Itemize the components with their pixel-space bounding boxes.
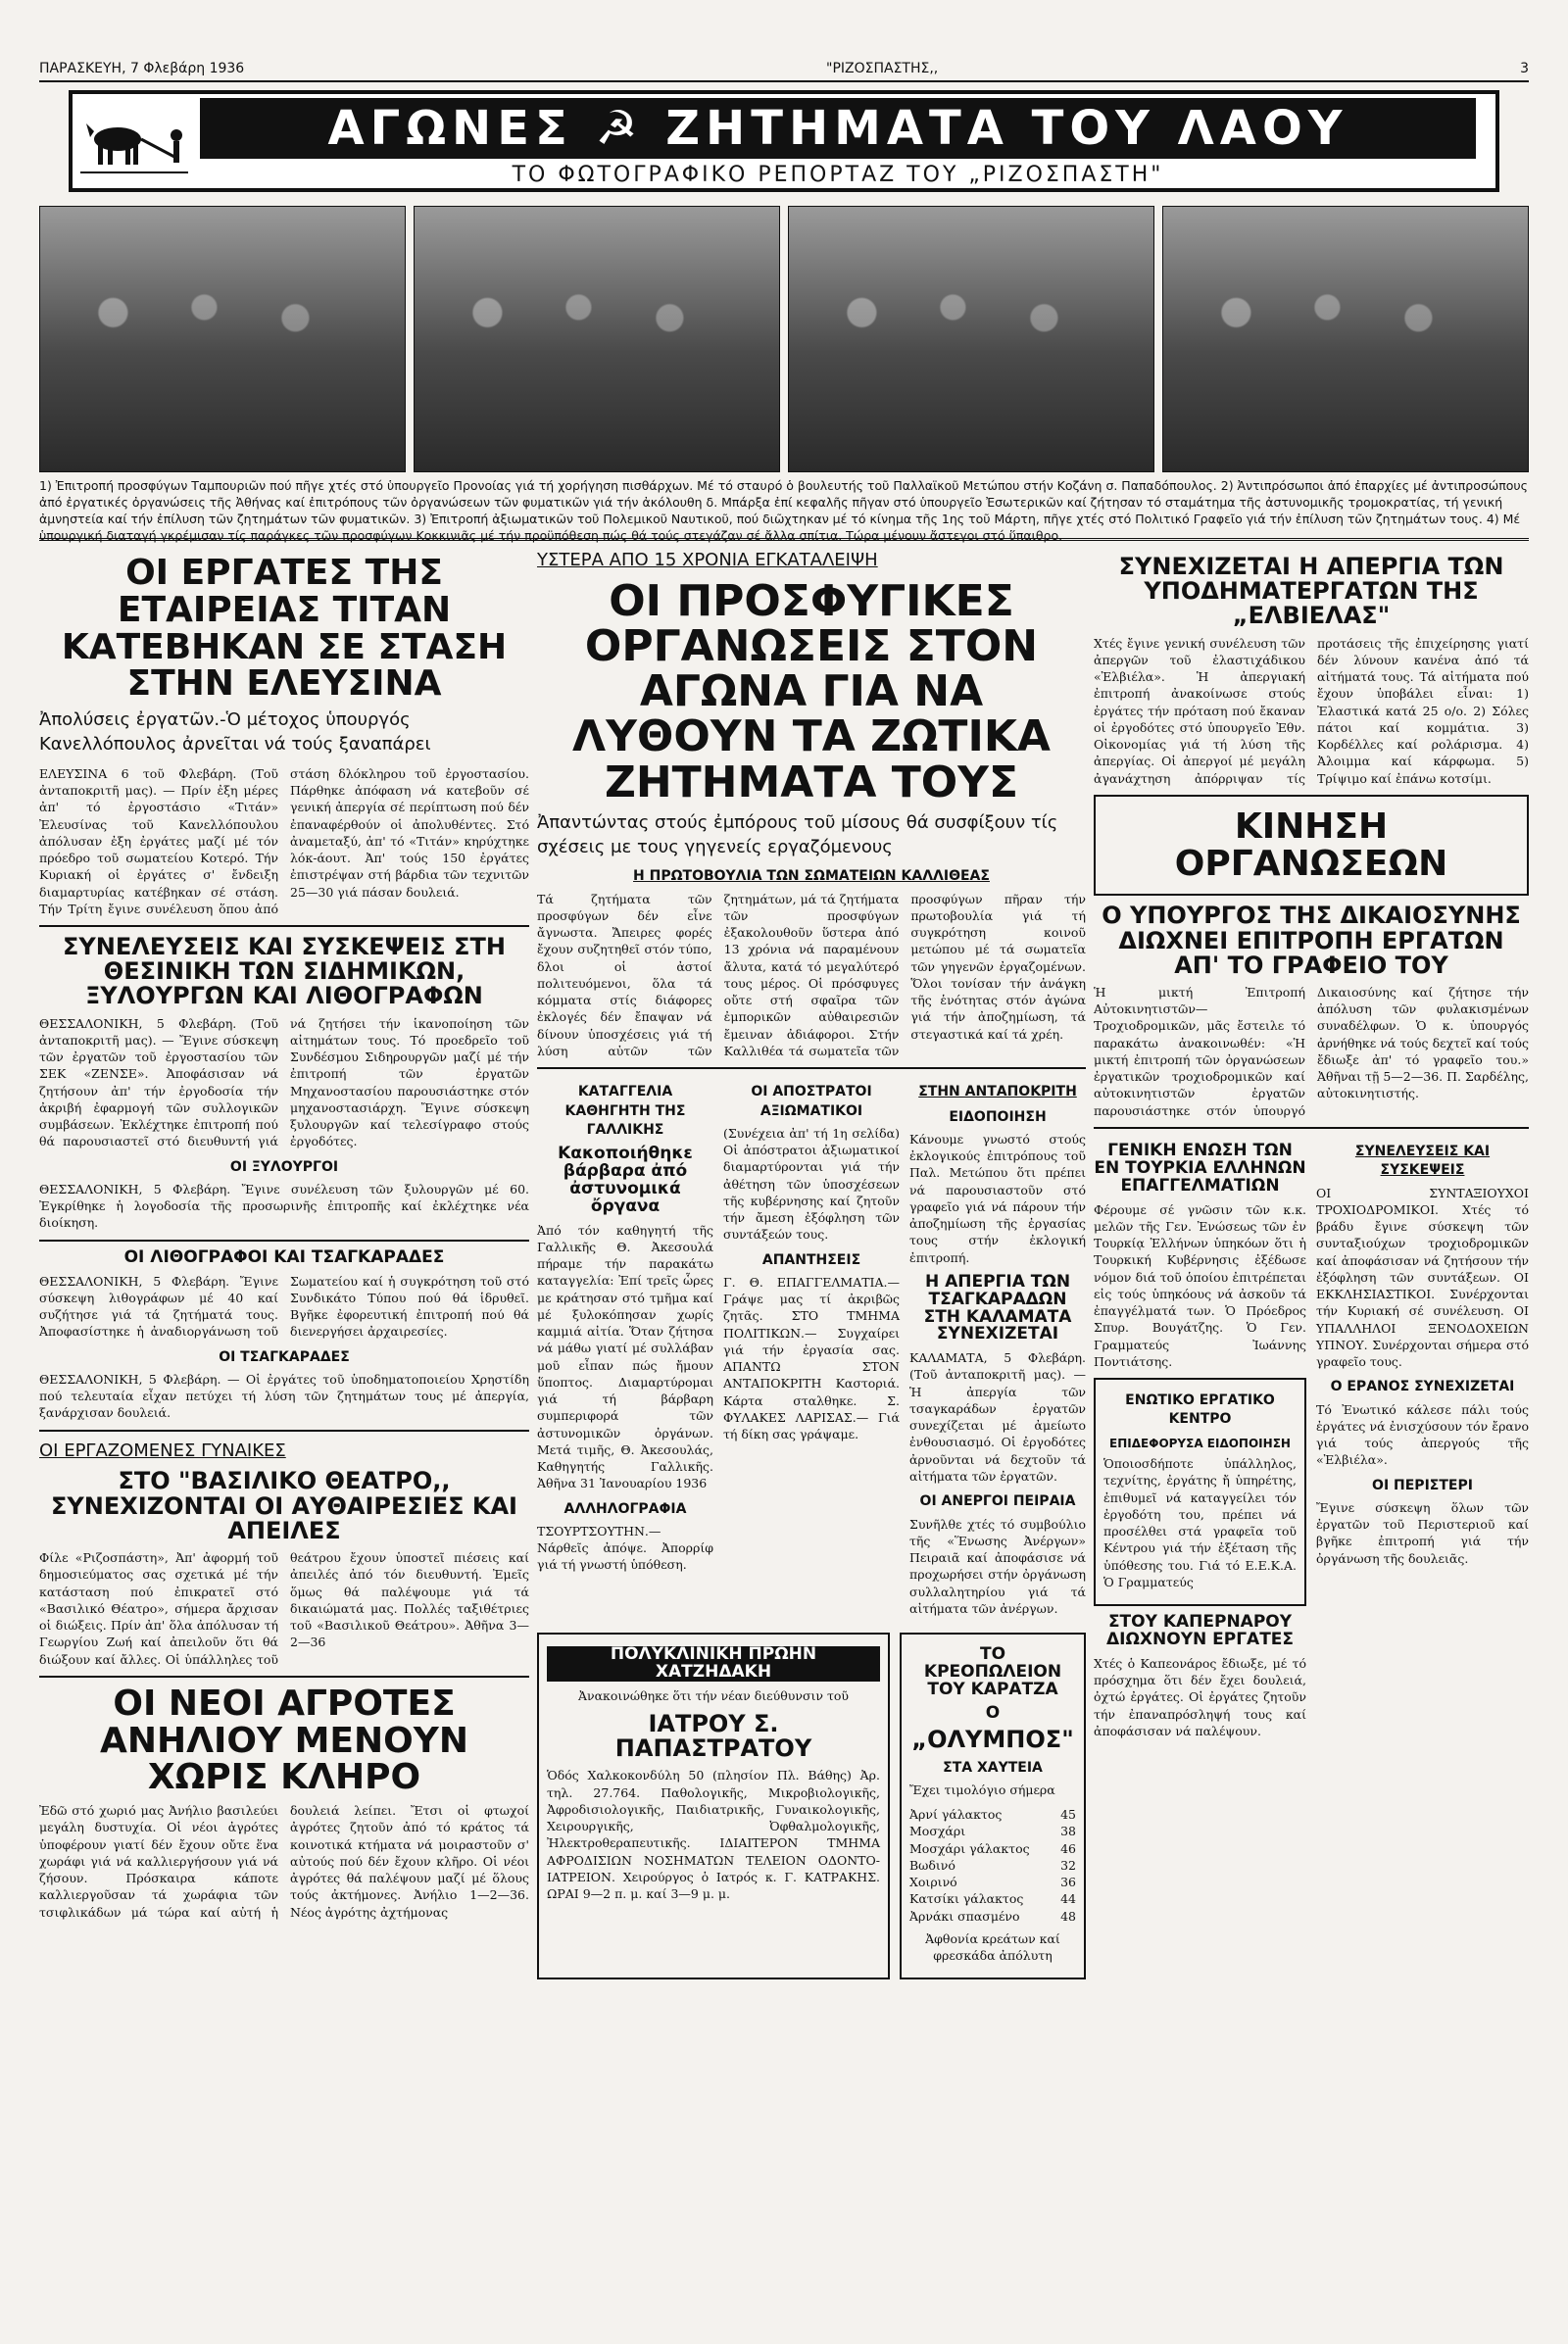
divider [39,1240,529,1242]
titan-body: ΕΛΕΥΣΙΝΑ 6 τοῦ Φλεβάρη. (Τοῦ ἀνταποκριτῆ μας). — Πρίν ἐξη μέρες ἀπ' τό ἐργοστάσιο «Τιτάν» Ἐλευσίνας τοῦ Κανελλόπουλου ἀπόλυσαν ἐξη ἐργάτες μαζί μέ τόν πρόεδρο τοῦ σωματείου Κοτερό. Τήν Κυριακή οἱ ἐργάτες σ' ἔνδειξη διαμαρτυρίας κατέβηκαν σέ στάση. Τήν Τρίτη ἔγινε συνέλευση ὅπου ἀπό στάση δλόκληρου τοῦ ἐργοστασίου. Πάρθηκε ἀπόφαση νά κατεβοῦν σέ γενική ἀπεργία σέ περίπτωση πού δέν ἐπαναφέρθούν οἱ ἀπολυθέντες. Στό ἀναμεταξύ, ἀπ' τό «Τιτάν» κηρύχτηκε λόκ-άουτ. Ἀπ' τούς 150 ἐργάτες ἐπιστρέψαν στή βάρδια τῶν τεχνιτῶν 25—30 γιά πάσαν δουλειά. [39,765,529,916]
lithografoi-headline: ΟΙ ΛΙΘΟΓΡΑΦΟΙ ΚΑΙ ΤΣΑΓΚΑΡΑΔΕΣ [123,1246,445,1267]
xylourgoi-headline: ΟΙ ΞΥΛΟΥΡΓΟΙ [229,1158,339,1175]
dikaiosynis-body: Ἡ μικτή Ἐπιτροπή Αὐτοκινητιστῶν—Τροχιοδρομικῶν, μᾶς ἔστειλε τό παρακάτω ἀνακοινωθέν: «Ἡ μικτή ἐπιτροπή τῶν ὀργανώσεων ἐργατικῶν τροχιοδρομικῶν καί αὐτοκινητιστῶν ἐργατῶν παρουσιάστηκε στόν ὑπουργό Δικαιοσύνης καί ζήτησε τήν ἀπόλυση τῶν φυλακισμένων συναδέλφων. Ὁ κ. ὑπουργός ἀρνήθηκε νά τούς δεχτεῖ καί τούς ἔδιωξε ἀπ' τό γραφεῖο του.» Ἀθῆναι τῇ 5—2—36. Π. Σαρδέλης, αὐτοκινητιστής. [1094,984,1529,1118]
column-left [39,549,529,1929]
kapernaro-headline: ΣΤΟΥ ΚΑΠΕΡΝΑΡΟΥ ΔΙΩΧΝΟΥΝ ΕΡΓΑΤΕΣ [1105,1612,1295,1650]
photo-1 [39,206,406,472]
salonika-body: ΘΕΣΣΑΛΟΝΙΚΗ, 5 Φλεβάρη. (Τοῦ ἀνταποκριτῆ μας). — Ἔγινε σύσκεψη τῶν ἐργατῶν τοῦ ἐργοστασίου τῶν ΣΕΚ «ΖΕΝΣΕ». Ἀποφάσισαν νά ζητήσουν ἀπ' τήν ἐργοδοσία τήν ἀκριβή ἐφαρμογή τῶν συλλογικῶν συμβάσεων. Ἐκλέχτηκε ἐπιτροπή πού θά παρουσιαστεῖ στό διευθυντή γιά νά ζητήσει τήν ἱκανοποίηση τῶν αἰτημάτων τους. Τό προεδρεῖο τοῦ Συνδέσμου Σιδηρουργῶν μαζί μέ τήν ἐπιτροπή τῶν ἐργατῶν Μηχανοστασίου παρουσιάστηκε στόν μηχανοστασιάρχη. Ἔγινε σύσκεψη ξυλουργῶν καί τελεσίγραφο στούς ἐργοδότες. [39,1015,529,1149]
divider [39,925,529,927]
middle-subcolumn [723,1077,900,1625]
divider [537,1067,1086,1069]
kreopoleion-location: ΣΤΑ ΧΑΥΤΕΙΑ [943,1759,1043,1776]
eidopoiisi-body: Κάνουμε γνωστό στούς ἐκλογικούς ἐπιτρόπους τοῦ Παλ. Μετώπου ὅτι πρέπει νά παρουσιαστοῦν στό γραφεῖο γιά νά πάρουν τήν ἀποζημίωση τῆς ἐργασίας τους στήν ἐκλογική ἐπιτροπή. [909,1131,1086,1265]
polyklinik-ad [537,1633,890,1979]
syskepseis-headline: ΣΥΝΕΛΕΥΣΕΙΣ ΚΑΙ ΣΥΣΚΕΨΕΙΣ [1354,1143,1491,1179]
peristeri-body: Ἔγινε σύσκεψη ὅλων τῶν ἐργατῶν τοῦ Περιστεριοῦ καί βγῆκε ἐπιτροπή γιά τήν ὀργάνωση τῆς δουλειᾶς. [1316,1499,1529,1566]
tsagkarades-body: ΘΕΣΣΑΛΟΝΙΚΗ, 5 Φλεβάρη. — Οἱ ἐργάτες τοῦ ὑποδηματοποιείου Χρηστίδη πού τελευταία εἶχαν πετύχει τή λύση τῶν ζητημάτων τους μέ ἀπεργία, ξανάρχισαν δουλειά. [39,1371,529,1421]
tsagkarades-kalamata-body: ΚΑΛΑΜΑΤΑ, 5 Φλεβάρη. (Τοῦ ἀνταποκριτῆ μας). — Ἡ ἀπεργία τῶν τσαγκαράδων ἐργατῶν συνεχίζεται μέ ἀμείωτο ἐνθουσιασμό. Οἱ ἐργοδότες ἀρνοῦνται νά δεχτοῦν τά αἰτήματα τῶν ἐργατῶν. [909,1350,1086,1484]
polyklinik-intro: Ἀνακοινώθηκε ὅτι τήν νέαν διεύθυνσιν τοῦ [577,1687,850,1703]
apantiseis-body: Γ. Θ. ΕΠΑΓΓΕΛΜΑΤΙΑ.— Γράψε μας τί ἀκριβῶς ζητᾶς. ΣΤΟ ΤΜΗΜΑ ΠΟΛΙΤΙΚΩΝ.— Συγχαίρει γιά τήν ἐργασία σας. ΑΠΑΝΤΩ ΣΤΟΝ ΑΝΤΑΠΟΚΡΙΤΗ Καστοριά. Κάρτα σταλθηκε. Σ. ΦΥΛΑΚΕΣ ΛΑΡΙΣΑΣ.— Γιά τή δίκη σας γράψαμε. [723,1274,900,1442]
photo-strip [39,206,1529,472]
masthead-subtitle: ΤΟ ΦΩΤΟΓΡΑΦΙΚΟ ΡΕΠΟΡΤΑΖ ΤΟΥ „ΡΙΖΟΣΠΑΣΤΗ" [512,163,1164,187]
elviela-headline: ΣΥΝΕΧΙΖΕΤΑΙ Η ΑΠΕΡΓΙΑ ΤΩΝ ΥΠΟΔΗΜΑΤΕΡΓΑΤΩΝ ΤΗΣ „ΕΛΒΙΕΛΑΣ" [1118,553,1504,630]
allilografia-body: ΤΣΟΥΡΤΣΟΥΤΗΝ.— Νάρθεῖς ἀπόψε. Ἀπορρίφ γιά τή γνωστή ὑπόθεση. [537,1523,713,1573]
eranos-body: Τό Ἐνωτικό κάλεσε πάλι τούς ἐργάτες νά ἐνισχύσουν τόν ἔρανο γιά τούς ἀπεργούς τῆς «Ἐλβιέλα». [1316,1401,1529,1468]
kreopoleion-intro: Ἔχει τιμολόγιο σήμερα [909,1782,1055,1797]
agrotes-body: Ἐδῶ στό χωριό μας Ἀνήλιο βασιλεύει μεγάλη δυστυχία. Οἱ νέοι ἀγρότες ὑποφέρουν γιατί δέν ἔχουν οὔτε ἕνα χωράφι γιά νά καλλιεργήσουν γιά νά ζήσουν. Πρόσκαιρα κάποτε καλλιεργοῦσαν τά χωράφια τῶν τσιφλικάδων μά τώρα καί αὐτή ἡ δουλειά λείπει. Ἔτσι οἱ φτωχοί ἀγρότες ζητοῦν ἀπό τό κράτος τά κοινοτικά κτήματα νά μοιραστοῦν σ' αὐτούς πού δέν ἔχουν κλῆρο. Οἱ νέοι ἀγρότες θά παλέψουν μαζί μέ ὅλους τούς ἀκτήμονες. Ἀνήλιο 1—2—36. Νέος ἀγρότης ἀχτήμονας [39,1803,529,1920]
lithografoi-body: ΘΕΣΣΑΛΟΝΙΚΗ, 5 Φλεβάρη. Ἔγινε σύσκεψη λιθογράφων μέ 40 καί συζήτησε γιά τά ζητήματά τους. Ἀποφασίστηκε ἡ ἀναδιοργάνωση τοῦ Σωματείου καί ἡ συγκρότηση τοῦ στό Συνδικάτο Τύπου πού θά ἱδρυθεῖ. Βγῆκε ἐφορευτική ἐπιτροπή πού θά διενεργήσει ἀρχαιρεσίες. [39,1273,529,1340]
divider [1094,1127,1529,1129]
allilografia-headline: ΑΛΛΗΛΟΓΡΑΦΙΑ [564,1500,687,1517]
katangelia-headline: Κακοποιήθηκε βάρβαρα ἀπό ἀστυνομικά ὄργανα [558,1144,693,1216]
photo-4 [1162,206,1529,472]
apostratoi-headline: ΟΙ ΑΠΟΣΤΡΑΤΟΙ ΑΞΙΩΜΑΤΙΚΟΙ [751,1084,872,1119]
refugees-body: Τά ζητήματα τῶν προσφύγων δέν εἶνε ἄγνωστα. Ἄπειρες φορές ἔχουν συζητηθεῖ στόν τύπο, δλοι οἱ ἀστοί πολιτευόμενοι, ὅλα τά κόμματα στίς διάφορες ἐκλογές δέν ἔπαψαν νά δίνουν ὑποσχέσεις γιά τή λύση αὐτῶν τῶν ζητημάτων, μά τά ζητήματα τῶν προσφύγων ἐξακολουθοῦν ὕστερα ἀπό 13 χρόνια νά παραμένουν ἄλυτα, κατά τό μεγαλύτερό τους μέρος. Οἱ πρόσφυγες οὔτε στή σφαῖρα τῶν ἐμπορικῶν αὐθαιρεσιῶν ἔμειναν ἀδιάφοροι. Στήν Καλλιθέα τά σωματεῖα τῶν προσφύγων πῆραν τήν πρωτοβουλία γιά τή συγκρότηση κοινοῦ μετώπου μέ τά σωματεῖα τῶν γηγενῶν ἐργαζομένων. Ὅλοι τονίσαν τήν ἀνάγκη τῆς ἑνότητας στόν ἀγώνα γιά τήν ἀποζημίωση, τά στεγαστικά καί τά χρέη. [537,891,1086,1058]
masthead-title: ΑΓΩΝΕΣ ☭ ΖΗΤΗΜΑΤΑ ΤΟΥ ΛΑΟΥ [200,98,1476,159]
kreopoleion-ad [900,1633,1086,1979]
right-subcolumn [909,1077,1086,1625]
column-center [537,549,1086,1987]
menu-item: Βωδινό 32 [909,1857,1076,1873]
menu-item: Χοιρινό 36 [909,1875,1076,1890]
page-number: 3 [1520,61,1529,76]
syskepseis-body: ΟΙ ΣΥΝΤΑΞΙΟΥΧΟΙ ΤΡΟΧΙΟΔΡΟΜΙΚΟΙ. Χτές τό βράδυ ἔγινε σύσκεψη τῶν συνταξιούχων τροχιοδρομικῶν καί ἀποφάσισαν νά ζητήσουν τήν ἐξόφληση τῶν συντάξεων. ΟΙ ΕΚΚΛΗΣΙΑΣΤΙΚΟΙ. Συνέρχονται τήν Κυριακή σέ συνέλευση. ΟΙ ΥΠΑΛΛΗΛΟΙ ΞΕΝΟΔΟΧΕΙΩΝ ΥΠΝΟΥ. Συνέρχονται σήμερα στό γραφεῖο τους. [1316,1185,1529,1370]
kentro-headline: ΕΝΩΤΙΚΟ ΕΡΓΑΤΙΚΟ ΚΕΝΤΡΟ [1125,1392,1275,1428]
refugees-deck: Ἀπαντώντας στούς ἐμπόρους τοῦ μίσους θά συσφίξουν τίς σχέσεις με τους γηγενείς εργαζόμενους [537,811,1058,857]
gynaikes-kicker: ΟΙ ΕΡΓΑΖΟΜΕΝΕΣ ΓΥΝΑΙΚΕΣ [39,1440,286,1461]
eranos-headline: Ο ΕΡΑΝΟΣ ΣΥΝΕΧΙΖΕΤΑΙ [1330,1379,1515,1395]
peristeri-headline: ΟΙ ΠΕΡΙΣΤΕΡΙ [1372,1477,1473,1493]
polyklinik-doctor: ΙΑΤΡΟΥ Σ. ΠΑΠΑΣΤΡΑΤΟΥ [614,1709,812,1763]
apantiseis-headline: ΑΠΑΝΤΗΣΕΙΣ [761,1251,861,1268]
refugees-headline: ΟΙ ΠΡΟΣΦΥΓΙΚΕΣ ΟΡΓΑΝΩΣΕΙΣ ΣΤΟΝ ΑΓΩΝΑ ΓΙΑ ΝΑ ΛΥΘΟΥΝ ΤΑ ΖΩΤΙΚΑ ΖΗΤΗΜΑΤΑ ΤΟΥΣ [572,575,1051,807]
photo-caption: 1) Ἐπιτροπή προσφύγων Ταμπουριῶν πού πῆγε χτές στό ὑπουργεῖο Προνοίας γιά τή χορήγηση πισθάρχων. Μέ τό σταυρό ὁ βουλευτής τοῦ Παλλαϊκοῦ Μετώπου στήν Κοζάνη σ. Παπαδόπουλος. 2) Ἀντιπρόσωποι ἀπό ἐπαρχίες μέ ἀντιπροσώπους ἀπό ἐργατικές ὀργανώσεις τῆς Ἀθήνας καί ἐπιτρόπους τῶν ὀργανώσεων τῶν φυματικῶν γιά τήν ἀκόλουθη δ. Μπάρξα ἐπί κεφαλῆς πῆγαν στό ὑπουργεῖο Ἐσωτερικῶν καί ζήτησαν τό σταμάτημα τῆς ἀστυνομικῆς τρομοκρατίας, τή γενική ἀμνηστεία καί τήν ἐπίλυση τῶν ζητημάτων τῶν φυματικῶν. 3) Ἐπιτροπή ἀξιωματικῶν τοῦ Πολεμικοῦ Ναυτικοῦ, πού διῶχτηκαν μέ τό κίνημα τῆς 1ης τοῦ Μάρτη, πῆγε χτές στό Πολιτικό Γραφεῖο γιά τήν ἐπίλυση τῶν ζητημάτων τους. 4) Μέ ὑπουργική διαταγή γκρέμισαν τίς παράγκες τῶν προσφύγων Κοκκινιᾶς μέ τήν προϋπόθεση πώς θά τούς στεγάζαν σέ ἄλλα σπίτια. Τώρα μένουν ἄστεγοι στό ὕπαιθρο. [39,478,1528,543]
kinisi-box [1094,795,1529,897]
tsagkarades-headline: ΟΙ ΤΣΑΓΚΑΡΑΔΕΣ [219,1348,350,1365]
kentro-body: Ὁποιοσδήποτε ὑπάλληλος, τεχνίτης, ἐργάτης ἤ ὑπηρέτης, ἐπιθυμεῖ νά καταγγείλει τόν ἐργοδότη του, πρέπει νά προσέλθει στά γραφεῖα τοῦ Κέντρου γιά τήν ἐξέταση τῆς ὑπόθεσης του. Γιά τό Ε.Ε.Κ.Α. Ὁ Γραμματεύς [1103,1456,1297,1589]
left-subcolumn [537,1077,713,1625]
dikaiosynis-headline: Ο ΥΠΟΥΡΓΟΣ ΤΗΣ ΔΙΚΑΙΟΣΥΝΗΣ ΔΙΩΧΝΕΙ ΕΠΙΤΡΟΠΗ ΕΡΓΑΤΩΝ ΑΠ' ΤΟ ΓΡΑΦΕΙΟ ΤΟΥ [1102,902,1521,979]
polyklinik-headline: ΠΟΛΥΚΛΙΝΙΚΗ ΠΡΩΗΝ ΧΑΤΖΗΔΑΚΗ [547,1646,880,1682]
salonika-headline: ΣΥΝΕΛΕΥΣΕΙΣ ΚΑΙ ΣΥΣΚΕΨΕΙΣ ΣΤΗ ΘΕΣΙΝΙΚΗ ΤΩΝ ΣΙΔΗΜΙΚΩΝ, ΞΥΛΟΥΡΓΩΝ ΚΑΙ ΛΙΘΟΓΡΑΦΩΝ [62,933,506,1010]
gynaikes-body: Φίλε «Ριζοσπάστη», Ἀπ' ἀφορμή τοῦ δημοσιεύματος σας σχετικά μέ τήν κατάσταση πού ἐπικρατεῖ στό «Βασιλικό Θέατρο», σήμερα ἄρχισαν οἱ διώξεις. Πρίν ἀπ' ὅλα ἀπόλυσαν τή Γεωργίου Ζωή καί ἀπειλοῦν ὅτι θά διώξουν καί ἄλλες. Οἱ ὑπάλληλες τοῦ θεάτρου ἔχουν ὑποστεῖ πιέσεις καί ἀπειλές ἀπό τόν διευθυντή. Ἐμεῖς ὅμως θά παλέψουμε γιά τά δικαιώματά μας. Πολλές ταξιθέτριες τοῦ «Βασιλικοῦ Θεάτρου». Ἀθῆνα 3—2—36 [39,1550,529,1667]
kentro-subheadline: ΕΠΙΔΕΦΟΡΥΣΑ ΕΙΔΟΠΟΙΗΣΗ [1109,1436,1291,1450]
enosi-headline: ΓΕΝΙΚΗ ΕΝΩΣΗ ΤΩΝ ΕΝ ΤΟΥΡΚΙΑ ΕΛΛΗΝΩΝ ΕΠΑΓΓΕΛΜΑΤΙΩΝ [1094,1140,1306,1196]
agrotes-headline: ΟΙ ΝΕΟΙ ΑΓΡΟΤΕΣ ΑΝΗΛΙΟΥ ΜΕΝΟΥΝ ΧΩΡΙΣ ΚΛΗΡΟ [100,1683,468,1798]
masthead [69,90,1499,192]
titan-headline: ΟΙ ΕΡΓΑΤΕΣ ΤΗΣ ΕΤΑΙΡΕΙΑΣ ΤΙΤΑΝ ΚΑΤΕΒΗΚΑΝ ΣΕ ΣΤΑΣΗ ΣΤΗΝ ΕΛΕΥΣΙΝΑ [61,553,508,705]
menu-item: Μοσχάρι 38 [909,1824,1076,1839]
photo-3 [788,206,1154,472]
kreopoleion-name: „ΟΛΥΜΠΟΣ" [911,1726,1074,1754]
refugees-kicker: ΥΣΤΕΡΑ ΑΠΟ 15 ΧΡΟΝΙΑ ΕΓΚΑΤΑΛΕΙΨΗ [537,550,878,570]
anergoi-headline: ΟΙ ΑΝΕΡΓΟΙ ΠΕΙΡΑΙΑ [919,1493,1076,1510]
elviela-body: Χτές ἔγινε γενική συνέλευση τῶν ἀπεργῶν τοῦ ἐλαστιχάδικου «Ἐλβιέλα». Ἡ ἀπεργιακή ἐπιτροπή ἀνακοίνωσε στούς ἐργάτες τήν πρόταση πού ἔκαναν οἱ ἐργοδότες στό ὑπουργεῖο Ἐθν. Οἰκονομίας γιά τή λύση τῆς ἀπεργίας. Οἱ ἀπεργοί μέ μεγάλη ἀγανάχτηση ἀπόρριψαν τίς προτάσεις τῆς ἐπιχείρησης γιατί δέν λύνουν κανένα ἀπό τά αἰτήματά τους. Τά αἰτήματα πού ἔχουν ὑποβάλει εἶναι: 1) Ἐλαστικά κατά 25 ο/ο. 2) Σόλες πάτοι καί κομμάτια. 3) Κορδέλλες καί ρολάρισμα. 4) Ἀλοιμμα καί κάρφωμα. 5) Τρίψιμο καί ἐπάνω κοτσίμι. [1094,635,1529,786]
eidopoiisi-headline: ΕΙΔΟΠΟΙΗΣΗ [949,1108,1047,1125]
menu-item: Ἀρνάκι σπασμένο 48 [909,1908,1076,1924]
enosi-body: Φέρουμε σέ γνῶσιν τῶν κ.κ. μελῶν τῆς Γεν. Ἐνώσεως τῶν ἐν Τουρκίᾳ Ἑλλήνων ὑπηκόων ὅτι ἡ Τουρκική Κυβέρνησις ἐξέδωσε νόμον διά τοῦ ὁποίου ἐπιτρέπεται εἰς τούς ὑπηκόους νά ἀσκοῦν τά ἐπαγγέλματά των. Ὁ Πρόεδρος Σπυρ. Βουγάτζης. Ὁ Γεν. Γραμματεύς Ἰωάννης Ποντιάτσης. [1094,1201,1306,1369]
menu-item: Ἀρνί γάλακτος 45 [909,1807,1076,1823]
anergoi-body: Συνῆλθε χτές τό συμβούλιο τῆς «Ἕνωσης Ἀνέργων» Πειραιᾶ καί ἀποφάσισε νά προχωρήσει στήν ὀργάνωση συλλαλητηρίου γιά τά αἰτήματα τῶν ἀνέργων. [909,1516,1086,1616]
kinisi-headline: ΚΙΝΗΣΗ ΟΡΓΑΝΩΣΕΩΝ [1174,806,1448,884]
right-left-subcolumn [1094,1137,1306,1747]
apostratoi-body: (Συνέχεια ἀπ' τή 1η σελίδα) Οἱ ἀπόστρατοι ἀξιωματικοί διαμαρτύρονται γιά τήν ἀθέτηση τῶν ὑποσχέσεων τῆς κυβέρνησης καί ζητοῦν τήν ἄμεση ἐξόφληση τῶν συντάξεών τους. [723,1125,900,1243]
divider [39,1676,529,1678]
katangelia-kicker: ΚΑΤΑΓΓΕΛΙΑ ΚΑΘΗΓΗΤΗ ΤΗΣ ΓΑΛΛΙΚΗΣ [564,1084,686,1138]
page-header [39,57,1529,82]
refugees-subheadline: Η ΠΡΩΤΟΒΟΥΛΙΑ ΤΩΝ ΣΩΜΑΤΕΙΩΝ ΚΑΛΛΙΘΕΑΣ [633,868,990,885]
katangelia-body: Ἀπό τόν καθηγητή τῆς Γαλλικῆς Θ. Ἀκεσουλά πήραμε τήν παρακάτω καταγγελία: Ἐπί τρεῖς ὧρες με κράτησαν στό τμῆμα καί μέ ξυλοκόπησαν χωρίς καμμιά αἰτία. Ὅταν ζήτησα νά μάθω γιατί μέ συλλάβαν μοῦ εἶπαν πώς ἤμουν ὕποπτος. Διαμαρτύρομαι γιά τή βάρβαρη συμπεριφορά τῶν ἀστυνομικῶν ὀργάνων. Μετά τιμῆς, Θ. Ἀκεσουλάς, Καθηγητής Γαλλικῆς. Ἀθῆνα 31 Ἰανουαρίου 1936 [537,1222,713,1491]
paper-name: "ΡΙΖΟΣΠΑΣΤΗΣ,, [826,61,939,76]
divider [39,1430,529,1432]
kentro-box [1094,1378,1306,1606]
photo-2 [414,206,780,472]
kreopoleion-article: Ο [985,1702,1001,1723]
xylourgoi-body: ΘΕΣΣΑΛΟΝΙΚΗ, 5 Φλεβάρη. Ἔγινε συνέλευση τῶν ξυλουργῶν μέ 60. Ἐγκρίθηκε ἡ λογοδοσία τῆς προσωρινῆς ἐπιτροπῆς καί ἐκλέχτηκε νέα διοίκηση. [39,1181,529,1231]
right-right-subcolumn [1316,1137,1529,1747]
column-right [1094,549,1529,1747]
kreopoleion-headline: ΤΟ ΚΡΕΟΠΩΛΕΙΟΝ ΤΟΥ ΚΑΡΑΤΖΑ [923,1644,1062,1699]
gynaikes-headline: ΣΤΟ "ΒΑΣΙΛΙΚΟ ΘΕΑΤΡΟ,, ΣΥΝΕΧΙΖΟΝΤΑΙ ΟΙ ΑΥΘΑΙΡΕΣΙΕΣ ΚΑΙ ΑΠΕΙΛΕΣ [51,1467,517,1544]
issue-date: ΠΑΡΑΣΚΕΥΗ, 7 Φλεβάρη 1936 [39,61,245,76]
menu-item: Μοσχάρι γάλακτος 46 [909,1840,1076,1856]
titan-deck: Ἀπολύσεις ἐργατῶν.-Ὁ μέτοχος ὑπουργός Κανελλόπουλος ἀρνεῖται νά τούς ξαναπάρει [39,709,431,756]
menu-item: Κατσίκι γάλακτος 44 [909,1891,1076,1907]
kapernaro-body: Χτές ὁ Καπεονάρος ἔδιωξε, μέ τό πρόσχημα ὅτι δέν ἔχει δουλειά, ὀχτώ ἐργάτες. Οἱ ἐργάτες ζητοῦν τήν ἐπαναπρόσληψή τους καί ἀποφάσισαν νά παλέψουν. [1094,1655,1306,1738]
tsagkarades-kalamata-headline: Η ΑΠΕΡΓΙΑ ΤΩΝ ΤΣΑΓΚΑΡΑΔΩΝ ΣΤΗ ΚΑΛΑΜΑΤΑ ΣΥΝΕΧΙΖΕΤΑΙ [923,1271,1072,1344]
polyklinik-body: Ὁδός Χαλκοκονδύλη 50 (πλησίον Πλ. Βάθης) Ἀρ. τηλ. 27.764. Παθολογικῆς, Μικροβιολογικῆς, Ἀφροδισιολογικῆς, Παιδιατρικῆς, Γυναικολογικῆς, Χειρουργικῆς, Ὀφθαλμολογικῆς, Ἠλεκτροθεραπευτικῆς. ΙΔΙΑΙΤΕΡΟΝ ΤΜΗΜΑ ΑΦΡΟΔΙΣΙΩΝ ΝΟΣΗΜΑΤΩΝ ΤΕΛΕΙΟΝ ΟΔΟΝΤΟ-ΙΑΤΡΕΙΟΝ. Χειρούργος ὁ Ιατρός κ. Γ. ΚΑΤΡΑΚΗΣ. ΩΡΑΙ 9—2 π. μ. καί 3—9 μ. μ. [547,1768,880,1902]
plough-icon [80,102,188,184]
antapokriti-headline: ΣΤΗΝ ΑΝΤΑΠΟΚΡΙΤΗ [918,1084,1077,1100]
kreopoleion-menu [909,1806,1076,1925]
kreopoleion-footer: Ἀφθονία κρεάτων καί φρεσκάδα ἀπόλυτη [925,1930,1060,1964]
